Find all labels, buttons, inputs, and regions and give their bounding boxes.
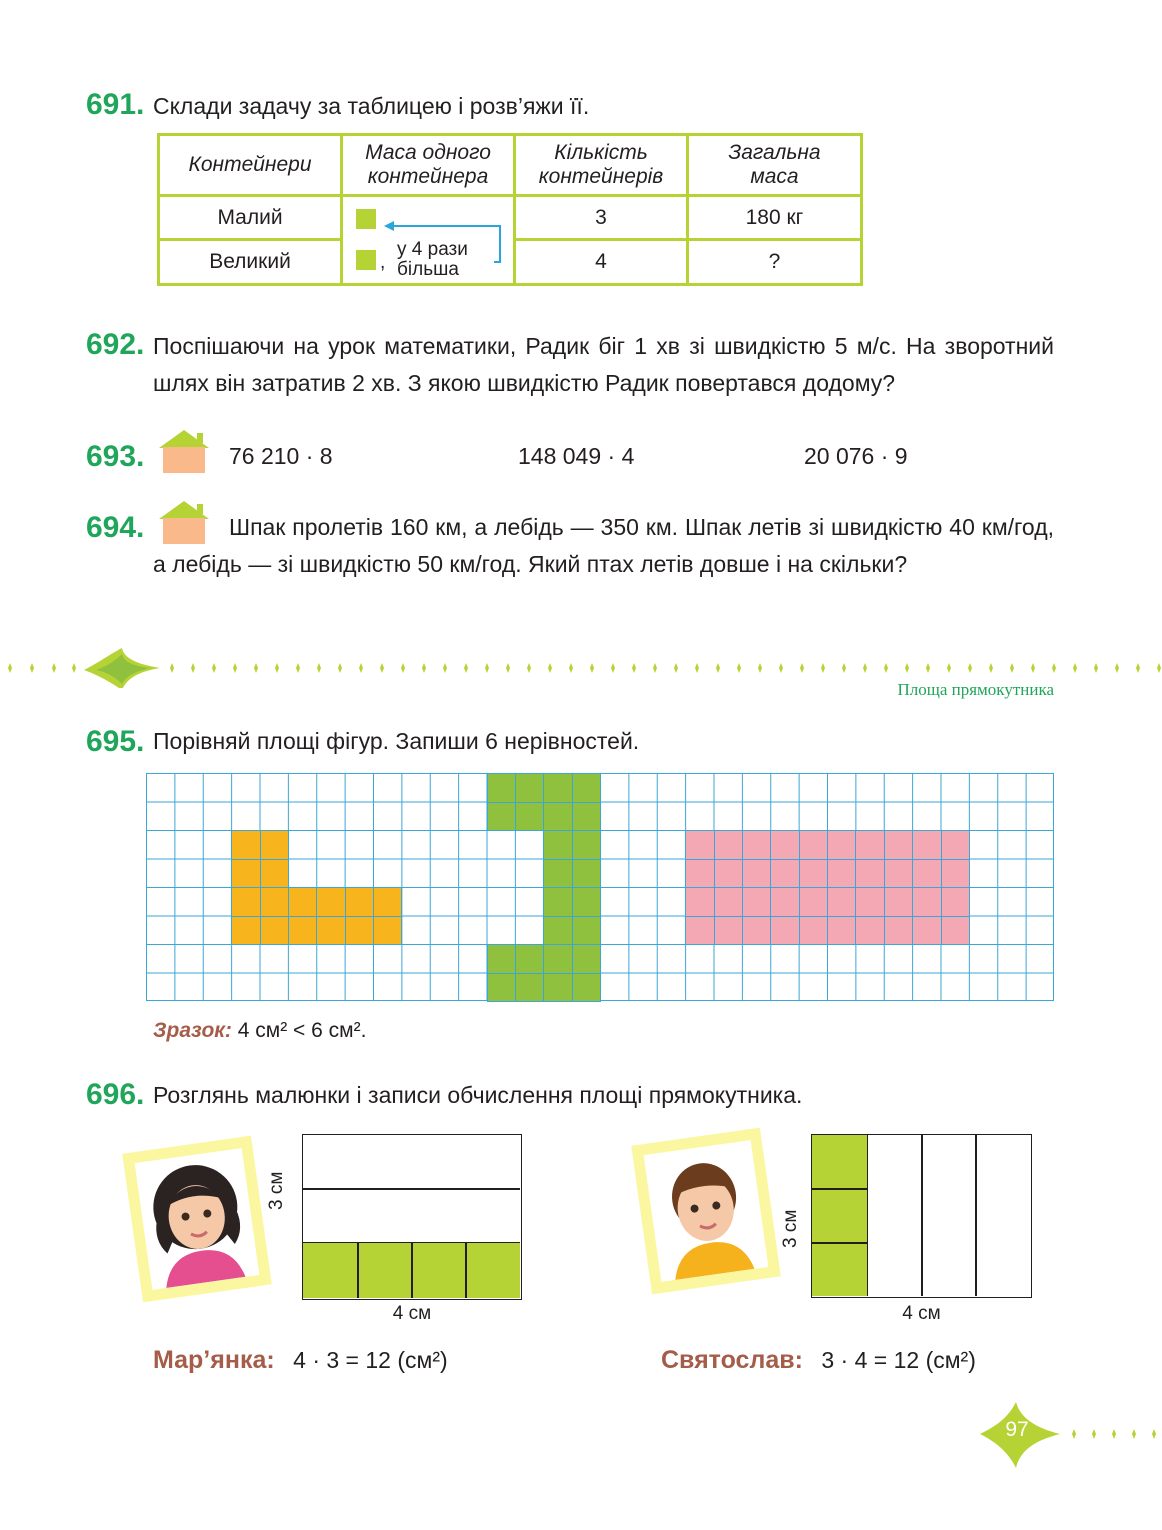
right-highlighted-column bbox=[812, 1135, 868, 1296]
section-title: Площа прямокутника bbox=[897, 680, 1054, 699]
divider-star bbox=[317, 663, 321, 673]
page-number: 97 bbox=[1005, 1418, 1029, 1441]
divider-star bbox=[632, 663, 636, 673]
divider-star bbox=[254, 663, 258, 673]
grid-cell-fill bbox=[373, 916, 402, 946]
boy-photo bbox=[631, 1128, 781, 1295]
grid-cell-fill bbox=[543, 887, 572, 917]
relation-line-1: у 4 рази bbox=[397, 239, 468, 260]
left-side-label bbox=[266, 1172, 288, 1210]
divider-star bbox=[1073, 663, 1077, 673]
grid-cell-fill bbox=[260, 916, 289, 946]
exercise-694-number: 694. bbox=[86, 511, 145, 544]
divider-star bbox=[863, 663, 867, 673]
divider-star bbox=[527, 663, 531, 673]
grid-cell-fill bbox=[685, 859, 714, 889]
grid-cell-fill bbox=[912, 887, 941, 917]
grid-cell-fill bbox=[260, 830, 289, 860]
grid-cell-fill bbox=[316, 916, 345, 946]
grid-cell-fill bbox=[799, 887, 828, 917]
grid-cell-fill bbox=[770, 887, 799, 917]
grid-cell-fill bbox=[685, 887, 714, 917]
grid-cell-fill bbox=[912, 830, 941, 860]
grid-cell-fill bbox=[487, 973, 516, 1003]
grid-cell-fill bbox=[288, 916, 317, 946]
divider-star bbox=[1052, 663, 1056, 673]
grid-cell-fill bbox=[941, 916, 970, 946]
row-small-total: 180 кг bbox=[745, 205, 804, 229]
grid-cell-fill bbox=[572, 944, 601, 974]
grid-cell-fill bbox=[543, 802, 572, 832]
unknown-mass-large-box bbox=[356, 250, 376, 270]
divider-star bbox=[569, 663, 573, 673]
exercise-692-number: 692. bbox=[86, 328, 145, 361]
row-small-name: Малий bbox=[217, 205, 283, 229]
grid-cell-fill bbox=[487, 802, 516, 832]
divider-star bbox=[380, 663, 384, 673]
exercise-695-number: 695. bbox=[86, 725, 145, 758]
divider-star bbox=[716, 663, 720, 673]
homework-house-icon bbox=[157, 428, 211, 474]
grid-cell-fill bbox=[855, 916, 884, 946]
girl-photo bbox=[122, 1136, 272, 1303]
divider-star bbox=[779, 663, 783, 673]
mass-table bbox=[157, 133, 863, 286]
right-side-label-text: 3 см bbox=[780, 1209, 801, 1248]
grid-cell-fill bbox=[515, 944, 544, 974]
sample-label: Зразок: bbox=[153, 1019, 232, 1042]
grid-cell-fill bbox=[742, 916, 771, 946]
grid-cell-fill bbox=[884, 859, 913, 889]
comma: , bbox=[380, 252, 386, 273]
exercise-693-item-2: 148 049 · 4 bbox=[518, 443, 635, 469]
left-record bbox=[153, 1346, 448, 1375]
relation-label bbox=[397, 240, 468, 280]
divider-star bbox=[905, 663, 909, 673]
grid-cell-fill bbox=[941, 887, 970, 917]
divider-star bbox=[359, 663, 363, 673]
grid-cell-fill bbox=[855, 887, 884, 917]
divider-star bbox=[1094, 663, 1098, 673]
grid-cell-fill bbox=[827, 887, 856, 917]
grid-cell-fill bbox=[742, 830, 771, 860]
grid-cell-fill bbox=[770, 859, 799, 889]
exercise-693-number: 693. bbox=[86, 440, 145, 473]
left-rectangle bbox=[302, 1134, 522, 1300]
grid-cell-fill bbox=[941, 859, 970, 889]
grid-cell-fill bbox=[714, 830, 743, 860]
grid-cell-fill bbox=[345, 916, 374, 946]
left-name: Мар’янка: bbox=[153, 1346, 275, 1374]
grid-cell-fill bbox=[884, 916, 913, 946]
row-large-count: 4 bbox=[595, 250, 607, 273]
divider-star bbox=[212, 663, 216, 673]
grid-cell-fill bbox=[543, 973, 572, 1003]
divider-star bbox=[296, 663, 300, 673]
divider-star bbox=[821, 663, 825, 673]
divider-star bbox=[1136, 663, 1140, 673]
exercise-696-text: Розглянь малюнки і записи обчислення площі прямокутника. bbox=[153, 1082, 803, 1108]
divider-star bbox=[275, 663, 279, 673]
grid-cell-fill bbox=[770, 830, 799, 860]
row-large-name: Великий bbox=[209, 250, 291, 273]
grid-cell-fill bbox=[827, 830, 856, 860]
right-bottom-label: 4 см bbox=[902, 1303, 941, 1324]
header-count: Кількість контейнерів bbox=[538, 141, 664, 188]
exercise-693-item-3: 20 076 · 9 bbox=[804, 443, 908, 469]
grid-cell-fill bbox=[884, 887, 913, 917]
left-side-label-text: 3 см bbox=[266, 1171, 287, 1210]
grid-cell-fill bbox=[487, 944, 516, 974]
grid-cell-fill bbox=[515, 773, 544, 803]
sample-text: 4 см² < 6 см². bbox=[237, 1019, 367, 1042]
left-bottom-label: 4 см bbox=[392, 1303, 432, 1324]
right-name: Святослав: bbox=[661, 1346, 803, 1374]
grid-cell-fill bbox=[231, 887, 260, 917]
grid-cell-fill bbox=[912, 916, 941, 946]
divider-star bbox=[1031, 663, 1035, 673]
grid-cell-fill bbox=[231, 916, 260, 946]
grid-cell-fill bbox=[572, 830, 601, 860]
divider-star bbox=[1115, 663, 1119, 673]
divider-star bbox=[842, 663, 846, 673]
row-small-count: 3 bbox=[595, 205, 607, 229]
grid-cell-fill bbox=[884, 830, 913, 860]
divider-star bbox=[737, 663, 741, 673]
grid-cell-fill bbox=[572, 773, 601, 803]
grid-cell-fill bbox=[714, 859, 743, 889]
divider-star bbox=[443, 663, 447, 673]
divider-star bbox=[989, 663, 993, 673]
divider-star bbox=[401, 663, 405, 673]
grid-cell-fill bbox=[912, 859, 941, 889]
row-large-total: ? bbox=[768, 250, 781, 273]
grid-cell-fill bbox=[572, 973, 601, 1003]
exercise-694-text: Шпак пролетів 160 км, а лебідь — 350 км. Шпак летів зі швидкістю 40 км/год, а лебідь — зі швидкістю 50 км/год. Який птах летів довше і на скільки? bbox=[153, 514, 1054, 577]
exercise-695-text: Порівняй площі фігур. Запиши 6 нерівностей. bbox=[153, 728, 640, 754]
exercise-691-number: 691. bbox=[86, 88, 145, 121]
divider-star bbox=[464, 663, 468, 673]
relation-line-2: більша bbox=[397, 259, 459, 280]
unknown-mass-small-box bbox=[356, 209, 376, 229]
grid-cell-fill bbox=[799, 916, 828, 946]
divider-star bbox=[695, 663, 699, 673]
header-containers: Контейнери bbox=[188, 153, 312, 176]
divider-star bbox=[191, 663, 195, 673]
exercise-696-number: 696. bbox=[86, 1078, 145, 1111]
divider-star bbox=[884, 663, 888, 673]
divider-star bbox=[674, 663, 678, 673]
divider-star bbox=[926, 663, 930, 673]
grid-cell-fill bbox=[543, 859, 572, 889]
grid-cell-fill bbox=[685, 916, 714, 946]
grid-cell-fill bbox=[316, 887, 345, 917]
grid-cell-fill bbox=[487, 773, 516, 803]
left-formula: 4 · 3 = 12 (см²) bbox=[293, 1347, 448, 1373]
exercise-691-text: Склади задачу за таблицею і розв’яжи її. bbox=[153, 93, 590, 119]
grid-cell-fill bbox=[572, 802, 601, 832]
divider-star bbox=[758, 663, 762, 673]
exercise-692-text: Поспішаючи на урок математики, Радик біг 1 хв зі швидкістю 5 м/с. На зворотний шлях він затратив 2 хв. З якою швидкістю Радик повертався додому? bbox=[153, 333, 1054, 396]
grid-cell-fill bbox=[288, 887, 317, 917]
divider-star bbox=[590, 663, 594, 673]
grid-cell-fill bbox=[855, 859, 884, 889]
grid-cell-fill bbox=[685, 830, 714, 860]
header-mass-one: Маса одного контейнера bbox=[365, 141, 491, 188]
grid-cell-fill bbox=[799, 830, 828, 860]
grid-cell-fill bbox=[742, 887, 771, 917]
grid-cell-fill bbox=[827, 916, 856, 946]
grid-cell-fill bbox=[941, 830, 970, 860]
grid-cell-fill bbox=[543, 830, 572, 860]
grid-cell-fill bbox=[572, 916, 601, 946]
grid-cell-fill bbox=[742, 859, 771, 889]
grid-cell-fill bbox=[770, 916, 799, 946]
grid-cell-fill bbox=[827, 859, 856, 889]
right-side-label bbox=[780, 1210, 802, 1248]
divider-star bbox=[485, 663, 489, 673]
divider-star bbox=[800, 663, 804, 673]
divider-star bbox=[1010, 663, 1014, 673]
divider-star bbox=[611, 663, 615, 673]
grid-cell-fill bbox=[543, 916, 572, 946]
sample bbox=[153, 1019, 366, 1043]
divider-star bbox=[170, 663, 174, 673]
divider-star bbox=[1157, 663, 1161, 673]
grid-cell-fill bbox=[543, 944, 572, 974]
divider-star bbox=[233, 663, 237, 673]
divider-star bbox=[947, 663, 951, 673]
grid-cell-fill bbox=[714, 887, 743, 917]
divider-star bbox=[968, 663, 972, 673]
grid-cell-fill bbox=[515, 973, 544, 1003]
exercise-693-item-1: 76 210 · 8 bbox=[229, 443, 333, 469]
right-formula: 3 · 4 = 12 (см²) bbox=[821, 1347, 976, 1373]
divider-star bbox=[506, 663, 510, 673]
grid-cell-fill bbox=[260, 859, 289, 889]
grid-cell-fill bbox=[855, 830, 884, 860]
right-rectangle bbox=[811, 1134, 1032, 1298]
grid-cell-fill bbox=[799, 859, 828, 889]
right-record bbox=[661, 1346, 976, 1375]
header-total-mass: Загальна маса bbox=[728, 141, 821, 188]
grid-cell-fill bbox=[543, 773, 572, 803]
divider-star bbox=[653, 663, 657, 673]
grid-cell-fill bbox=[572, 859, 601, 889]
grid-cell-fill bbox=[714, 916, 743, 946]
divider-star bbox=[422, 663, 426, 673]
grid-cell-fill bbox=[231, 830, 260, 860]
grid-cell-fill bbox=[572, 887, 601, 917]
divider-star bbox=[338, 663, 342, 673]
grid-cell-fill bbox=[260, 887, 289, 917]
grid-cell-fill bbox=[345, 887, 374, 917]
grid-cell-fill bbox=[231, 859, 260, 889]
grid-cell-fill bbox=[515, 802, 544, 832]
divider-star bbox=[548, 663, 552, 673]
grid-cell-fill bbox=[373, 887, 402, 917]
